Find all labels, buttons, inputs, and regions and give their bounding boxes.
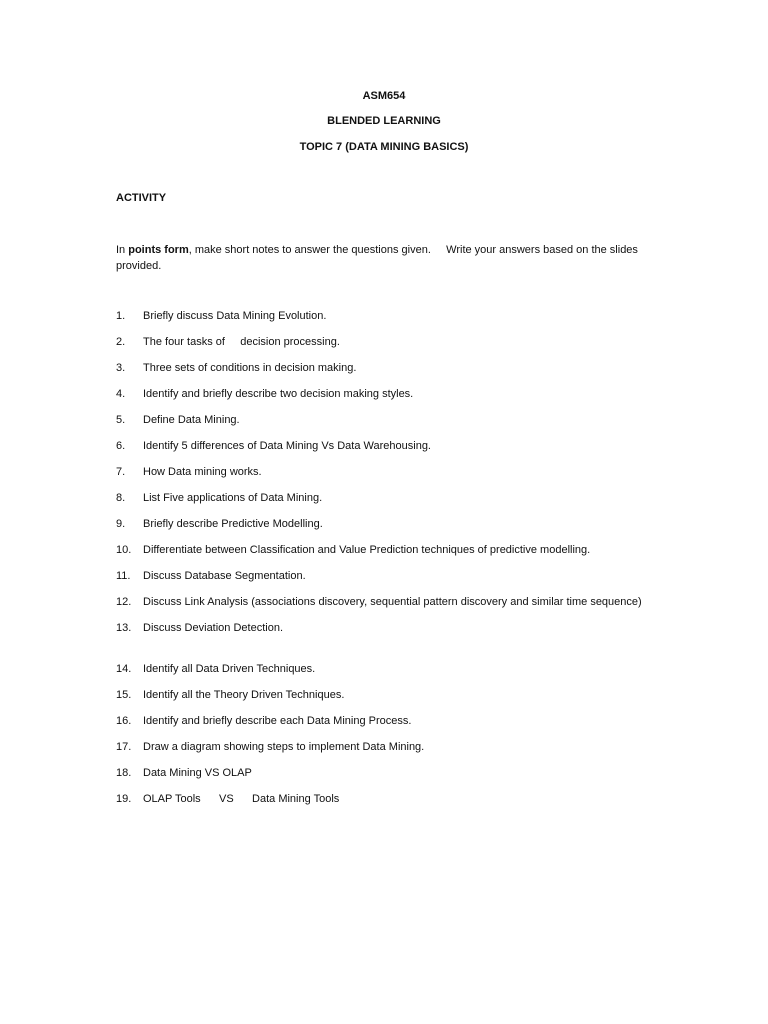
question-item (116, 543, 646, 558)
question-item (116, 621, 646, 636)
question-text: Define Data Mining. (143, 414, 240, 426)
question-number: 1. (116, 310, 126, 322)
question-item (116, 491, 646, 506)
question-item (116, 335, 646, 350)
question-text: Draw a diagram showing steps to implement Data Mining. (143, 741, 425, 753)
question-text: OLAP Tools VS Data Mining Tools (143, 793, 340, 805)
question-text: Identify 5 differences of Data Mining Vs Data Warehousing. (143, 440, 431, 452)
question-number: 13. (116, 622, 132, 634)
question-text: Identify and briefly describe two decision making styles. (143, 388, 414, 400)
question-list (116, 309, 646, 807)
question-item (116, 569, 646, 584)
learning-mode: BLENDED LEARNING (327, 115, 441, 127)
question-number: 14. (116, 663, 132, 675)
instructions-prefix: In (116, 244, 129, 256)
instructions-emphasis: points form (128, 244, 189, 256)
question-number: 5. (116, 414, 126, 426)
question-number: 12. (116, 596, 132, 608)
question-number: 15. (116, 689, 132, 701)
question-number: 7. (116, 466, 126, 478)
question-number: 10. (116, 544, 132, 556)
question-text: List Five applications of Data Mining. (143, 492, 323, 504)
question-item (116, 387, 646, 402)
question-number: 16. (116, 715, 132, 727)
question-text: Identify all the Theory Driven Techniques. (143, 689, 345, 701)
question-text: Briefly discuss Data Mining Evolution. (143, 310, 327, 322)
question-text: Differentiate between Classification and Value Prediction techniques of predictive modelling. (143, 544, 591, 556)
question-item (116, 309, 646, 324)
question-item (116, 361, 646, 376)
question-item (116, 714, 646, 729)
question-item (116, 595, 646, 610)
question-item (116, 766, 646, 781)
question-item (116, 740, 646, 755)
question-item (116, 792, 646, 807)
question-number: 18. (116, 767, 132, 779)
activity-heading: ACTIVITY (116, 192, 167, 204)
question-text: Briefly describe Predictive Modelling. (143, 518, 323, 530)
question-number: 6. (116, 440, 126, 452)
question-item (116, 688, 646, 703)
question-number: 17. (116, 741, 132, 753)
question-number: 2. (116, 336, 126, 348)
question-number: 3. (116, 362, 126, 374)
question-text: Identify all Data Driven Techniques. (143, 663, 316, 675)
instructions-suffix: , make short notes to answer the questions given. Write your answers based on the slides provided. (116, 244, 641, 272)
question-item (116, 465, 646, 480)
course-code: ASM654 (362, 90, 406, 102)
question-item (116, 517, 646, 532)
question-number: 8. (116, 492, 126, 504)
question-number: 4. (116, 388, 126, 400)
question-item (116, 439, 646, 454)
question-text: Discuss Link Analysis (associations discovery, sequential pattern discovery and similar time sequence) (143, 596, 642, 608)
question-item (116, 413, 646, 428)
question-text: How Data mining works. (143, 466, 262, 478)
topic-title: TOPIC 7 (DATA MINING BASICS) (299, 141, 469, 153)
question-number: 11. (116, 570, 131, 582)
question-text: Data Mining VS OLAP (143, 767, 252, 779)
question-text: Identify and briefly describe each Data Mining Process. (143, 715, 412, 727)
question-number: 19. (116, 793, 132, 805)
question-number: 9. (116, 518, 126, 530)
question-text: Discuss Deviation Detection. (143, 622, 284, 634)
question-text: Discuss Database Segmentation. (143, 570, 306, 582)
question-item (116, 662, 646, 677)
instructions-paragraph (116, 242, 644, 274)
question-text: The four tasks of decision processing. (143, 336, 340, 348)
question-text: Three sets of conditions in decision making. (143, 362, 357, 374)
